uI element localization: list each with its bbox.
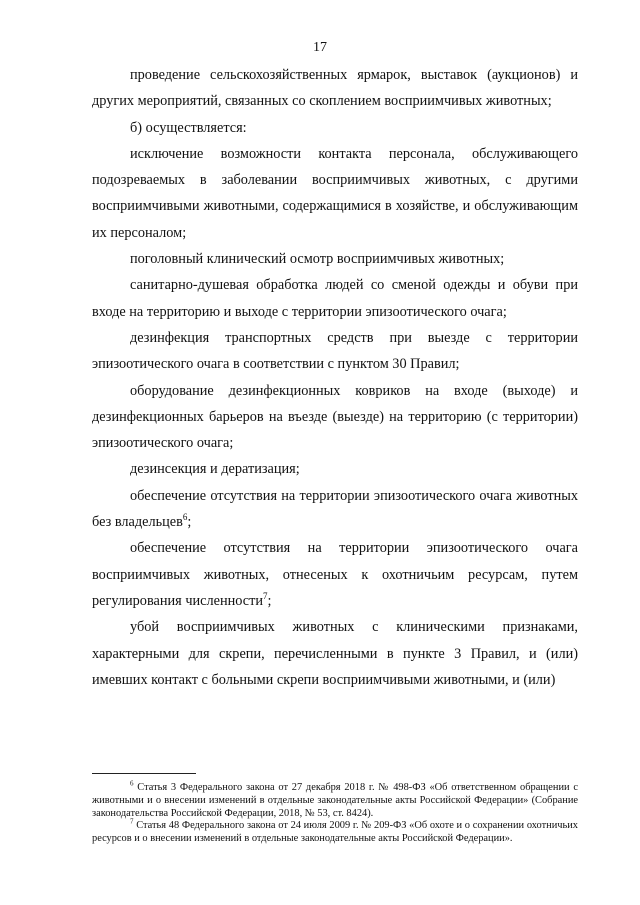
paragraph-sanitary-treatment <box>92 272 578 325</box>
page-number: 17 <box>313 40 327 55</box>
footnote-text: Статья 3 Федерального закона от 27 декабря 2018 г. № 498-ФЗ «Об ответственном обращении с животными и о внесении изменений в отдельные законодательные акты Российской Федерации» (Собрание законодательства Российской Федерации, 2018, № 53, ст. 8424). <box>92 782 578 819</box>
footnote-7 <box>92 817 578 846</box>
paragraph-text: дезинфекция транспортных средств при выезде с территории эпизоотического очага в соответствии с пунктом 30 Правил; <box>92 329 578 373</box>
paragraph-slaughter <box>92 614 578 693</box>
paragraph-fair-events <box>92 62 578 115</box>
footnote-reference-6[interactable]: 6 <box>182 512 188 523</box>
footnotes <box>92 779 578 846</box>
paragraph-text: б) осуществляется: <box>130 119 247 136</box>
footnote-separator <box>92 773 196 774</box>
paragraph-text: санитарно-душевая обработка людей со сменой одежды и обуви при входе на территорию и выходе с территории эпизоотического очага; <box>92 277 578 320</box>
paragraph-hunting-resources <box>92 535 578 614</box>
paragraph-contact-exclusion <box>92 141 578 246</box>
paragraph-text: исключение возможности контакта персонала, обслуживающего подозреваемых в заболевании восприимчивых животных, с другими восприимчивыми животными, содержащимися в хозяйстве, и обслуживающим их персоналом; <box>92 145 578 241</box>
paragraph-ownerless-animals <box>92 483 578 536</box>
footnote-reference-7[interactable]: 7 <box>263 591 268 602</box>
paragraph-tail: ; <box>267 592 272 609</box>
paragraph-disinfection-mats <box>92 378 578 457</box>
footnote-mark: 7 <box>130 817 134 826</box>
footnote-mark: 6 <box>130 779 134 788</box>
paragraph-text: дезинсекция и дератизация; <box>130 461 300 478</box>
paragraph-text: поголовный клинический осмотр восприимчивых животных; <box>130 251 505 268</box>
paragraph-text: проведение сельскохозяйственных ярмарок, выставок (аукционов) и других мероприятий, связанных со скоплением восприимчивых животных; <box>92 67 578 110</box>
paragraph-carried-out <box>92 115 578 141</box>
paragraph-text: убой восприимчивых животных с клиническими признаками, характерными для скрепи, перечисленными в пункте 3 Правил, и (или) имевших контакт с больными скрепи восприимчивыми животными, и (или) <box>92 619 578 688</box>
footnote-text: Статья 48 Федерального закона от 24 июля 2009 г. № 209-ФЗ «Об охоте и о сохранении охотничьих ресурсов и о внесении изменений в отдельные законодательные акты Российской Федерации». <box>92 820 578 845</box>
paragraph-text: обеспечение отсутствия на территории эпизоотического очага восприимчивых животных, отнесеных к охотничьим ресурсам, путем регулирования численности <box>92 540 578 609</box>
paragraph-clinical-inspection <box>92 246 578 272</box>
paragraph-vehicle-disinfection <box>92 325 578 378</box>
body-text <box>92 62 578 693</box>
paragraph-text: обеспечение отсутствия на территории эпизоотического очага животных без владельцев <box>92 487 578 531</box>
paragraph-text: оборудование дезинфекционных ковриков на входе (выходе) и дезинфекционных барьеров на въезде (выезде) на территорию (с территории) эпизоотического очага; <box>92 382 578 452</box>
paragraph-pest-control <box>92 456 578 482</box>
paragraph-tail: ; <box>187 514 192 531</box>
footnote-6 <box>92 779 578 820</box>
